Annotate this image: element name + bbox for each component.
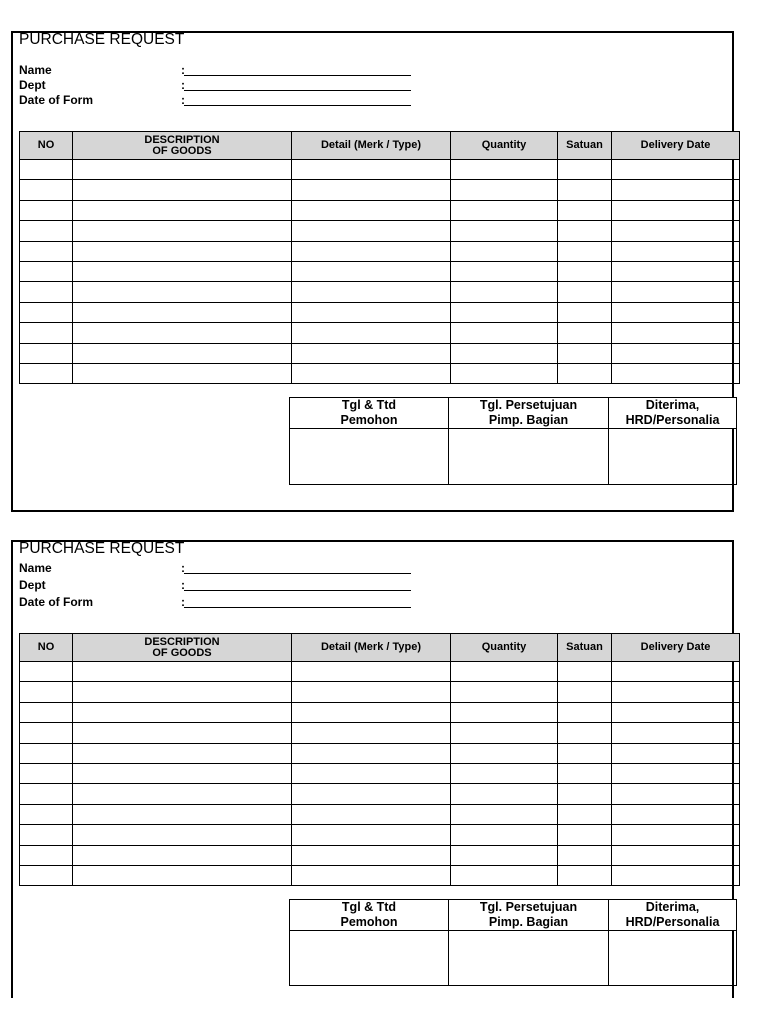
detail-cell xyxy=(292,302,451,322)
no-cell xyxy=(20,241,73,261)
col-header-quantity: Quantity xyxy=(451,132,558,160)
satuan-cell xyxy=(558,825,612,845)
approval-header-hrd: Diterima, HRD/Personalia xyxy=(609,900,737,931)
detail-cell xyxy=(292,180,451,200)
description-cell xyxy=(73,261,292,281)
delivery-date-cell xyxy=(612,763,740,783)
delivery-date-cell xyxy=(612,682,740,702)
detail-cell xyxy=(292,702,451,722)
field-label: Name xyxy=(19,561,52,575)
no-cell xyxy=(20,200,73,220)
detail-cell xyxy=(292,200,451,220)
no-cell xyxy=(20,763,73,783)
description-cell xyxy=(73,804,292,824)
field-colon: : xyxy=(181,93,185,107)
quantity-cell xyxy=(451,200,558,220)
no-cell xyxy=(20,784,73,804)
signature-box-hrd xyxy=(609,429,737,485)
description-cell xyxy=(73,702,292,722)
satuan-cell xyxy=(558,160,612,180)
delivery-date-cell xyxy=(612,343,740,363)
satuan-cell xyxy=(558,241,612,261)
satuan-cell xyxy=(558,845,612,865)
description-cell xyxy=(73,302,292,322)
satuan-cell xyxy=(558,784,612,804)
table-row xyxy=(20,282,740,302)
goods-table-body xyxy=(20,160,740,384)
delivery-date-cell xyxy=(612,200,740,220)
description-cell xyxy=(73,282,292,302)
satuan-cell xyxy=(558,200,612,220)
quantity-cell xyxy=(451,723,558,743)
approval-table xyxy=(289,397,737,485)
detail-cell xyxy=(292,160,451,180)
detail-cell xyxy=(292,662,451,682)
quantity-cell xyxy=(451,662,558,682)
detail-cell xyxy=(292,282,451,302)
field-colon: : xyxy=(181,595,185,609)
delivery-date-cell xyxy=(612,743,740,763)
signature-box-applicant xyxy=(290,931,449,986)
satuan-cell xyxy=(558,682,612,702)
quantity-cell xyxy=(451,825,558,845)
quantity-cell xyxy=(451,160,558,180)
detail-cell xyxy=(292,865,451,885)
satuan-cell xyxy=(558,763,612,783)
table-row xyxy=(20,723,740,743)
quantity-cell xyxy=(451,241,558,261)
satuan-cell xyxy=(558,702,612,722)
no-cell xyxy=(20,662,73,682)
field-label: Date of Form xyxy=(19,595,94,609)
approval-header-row xyxy=(290,398,737,429)
name-field xyxy=(19,63,419,77)
quantity-cell xyxy=(451,180,558,200)
delivery-date-cell xyxy=(612,261,740,281)
field-label: Dept xyxy=(19,78,46,92)
table-row xyxy=(20,343,740,363)
table-row xyxy=(20,160,740,180)
field-colon: : xyxy=(181,578,185,592)
approval-table xyxy=(289,899,737,986)
quantity-cell xyxy=(451,363,558,383)
description-cell xyxy=(73,845,292,865)
quantity-cell xyxy=(451,302,558,322)
satuan-cell xyxy=(558,323,612,343)
quantity-cell xyxy=(451,784,558,804)
description-cell xyxy=(73,323,292,343)
satuan-cell xyxy=(558,180,612,200)
purchase-request-form xyxy=(11,31,734,512)
detail-cell xyxy=(292,261,451,281)
delivery-date-cell xyxy=(612,180,740,200)
field-blank-line xyxy=(184,578,411,591)
no-cell xyxy=(20,702,73,722)
approval-header-row xyxy=(290,900,737,931)
delivery-date-cell xyxy=(612,865,740,885)
description-cell xyxy=(73,221,292,241)
signature-box-section-head xyxy=(449,931,609,986)
table-row xyxy=(20,763,740,783)
purchase-request-form xyxy=(11,540,734,998)
col-header-no: NO xyxy=(20,132,73,160)
quantity-cell xyxy=(451,682,558,702)
no-cell xyxy=(20,343,73,363)
satuan-cell xyxy=(558,302,612,322)
field-colon: : xyxy=(181,78,185,92)
description-cell xyxy=(73,662,292,682)
form-title: PURCHASE REQUEST xyxy=(19,31,185,48)
field-colon: : xyxy=(181,561,185,575)
satuan-cell xyxy=(558,282,612,302)
quantity-cell xyxy=(451,343,558,363)
table-row xyxy=(20,845,740,865)
delivery-date-cell xyxy=(612,160,740,180)
no-cell xyxy=(20,804,73,824)
detail-cell xyxy=(292,825,451,845)
dept-field xyxy=(19,78,419,92)
field-blank-line xyxy=(184,595,411,608)
col-header-detail: Detail (Merk / Type) xyxy=(292,132,451,160)
signature-box-applicant xyxy=(290,429,449,485)
table-row xyxy=(20,804,740,824)
delivery-date-cell xyxy=(612,221,740,241)
quantity-cell xyxy=(451,865,558,885)
satuan-cell xyxy=(558,743,612,763)
table-row xyxy=(20,702,740,722)
signature-box-section-head xyxy=(449,429,609,485)
form-title: PURCHASE REQUEST xyxy=(19,540,185,557)
field-label: Name xyxy=(19,63,52,77)
field-blank-line xyxy=(184,93,411,106)
goods-table xyxy=(19,131,740,384)
delivery-date-cell xyxy=(612,302,740,322)
no-cell xyxy=(20,682,73,702)
satuan-cell xyxy=(558,723,612,743)
delivery-date-cell xyxy=(612,323,740,343)
approval-header-hrd: Diterima, HRD/Personalia xyxy=(609,398,737,429)
col-header-delivery-date: Delivery Date xyxy=(612,634,740,662)
table-row xyxy=(20,323,740,343)
description-cell xyxy=(73,180,292,200)
delivery-date-cell xyxy=(612,784,740,804)
detail-cell xyxy=(292,763,451,783)
description-cell xyxy=(73,723,292,743)
approval-header-applicant: Tgl & Ttd Pemohon xyxy=(290,398,449,429)
detail-cell xyxy=(292,343,451,363)
goods-table-body xyxy=(20,662,740,886)
description-cell xyxy=(73,160,292,180)
detail-cell xyxy=(292,323,451,343)
table-row xyxy=(20,180,740,200)
quantity-cell xyxy=(451,763,558,783)
no-cell xyxy=(20,180,73,200)
approval-header-section-head: Tgl. Persetujuan Pimp. Bagian xyxy=(449,900,609,931)
satuan-cell xyxy=(558,261,612,281)
no-cell xyxy=(20,743,73,763)
col-header-no: NO xyxy=(20,634,73,662)
table-row xyxy=(20,200,740,220)
description-cell xyxy=(73,825,292,845)
col-header-delivery-date: Delivery Date xyxy=(612,132,740,160)
no-cell xyxy=(20,825,73,845)
table-row xyxy=(20,261,740,281)
description-cell xyxy=(73,784,292,804)
detail-cell xyxy=(292,363,451,383)
table-row xyxy=(20,302,740,322)
satuan-cell xyxy=(558,221,612,241)
col-header-description: DESCRIPTION OF GOODS xyxy=(73,132,292,160)
delivery-date-cell xyxy=(612,723,740,743)
signature-box-hrd xyxy=(609,931,737,986)
no-cell xyxy=(20,845,73,865)
no-cell xyxy=(20,363,73,383)
no-cell xyxy=(20,323,73,343)
quantity-cell xyxy=(451,845,558,865)
col-header-description: DESCRIPTION OF GOODS xyxy=(73,634,292,662)
detail-cell xyxy=(292,221,451,241)
table-row xyxy=(20,825,740,845)
detail-cell xyxy=(292,804,451,824)
quantity-cell xyxy=(451,804,558,824)
description-cell xyxy=(73,200,292,220)
no-cell xyxy=(20,261,73,281)
delivery-date-cell xyxy=(612,804,740,824)
detail-cell xyxy=(292,743,451,763)
description-cell xyxy=(73,743,292,763)
table-row xyxy=(20,743,740,763)
field-blank-line xyxy=(184,561,411,574)
description-cell xyxy=(73,865,292,885)
signature-row xyxy=(290,931,737,986)
approval-header-applicant: Tgl & Ttd Pemohon xyxy=(290,900,449,931)
col-header-detail: Detail (Merk / Type) xyxy=(292,634,451,662)
quantity-cell xyxy=(451,323,558,343)
no-cell xyxy=(20,723,73,743)
date-of-form-field xyxy=(19,595,419,609)
table-row xyxy=(20,221,740,241)
satuan-cell xyxy=(558,363,612,383)
delivery-date-cell xyxy=(612,825,740,845)
quantity-cell xyxy=(451,221,558,241)
table-header-row xyxy=(20,132,740,160)
no-cell xyxy=(20,221,73,241)
no-cell xyxy=(20,865,73,885)
description-cell xyxy=(73,343,292,363)
table-row xyxy=(20,784,740,804)
satuan-cell xyxy=(558,343,612,363)
detail-cell xyxy=(292,845,451,865)
table-header-row xyxy=(20,634,740,662)
detail-cell xyxy=(292,723,451,743)
col-header-satuan: Satuan xyxy=(558,132,612,160)
delivery-date-cell xyxy=(612,702,740,722)
col-header-quantity: Quantity xyxy=(451,634,558,662)
dept-field xyxy=(19,578,419,592)
description-cell xyxy=(73,682,292,702)
description-cell xyxy=(73,763,292,783)
table-row xyxy=(20,662,740,682)
delivery-date-cell xyxy=(612,662,740,682)
signature-row xyxy=(290,429,737,485)
satuan-cell xyxy=(558,804,612,824)
table-row xyxy=(20,682,740,702)
field-blank-line xyxy=(184,78,411,91)
satuan-cell xyxy=(558,662,612,682)
date-of-form-field xyxy=(19,93,419,107)
description-cell xyxy=(73,241,292,261)
no-cell xyxy=(20,160,73,180)
approval-header-section-head: Tgl. Persetujuan Pimp. Bagian xyxy=(449,398,609,429)
goods-table xyxy=(19,633,740,886)
delivery-date-cell xyxy=(612,241,740,261)
satuan-cell xyxy=(558,865,612,885)
description-cell xyxy=(73,363,292,383)
field-label: Dept xyxy=(19,578,46,592)
col-header-satuan: Satuan xyxy=(558,634,612,662)
detail-cell xyxy=(292,784,451,804)
field-blank-line xyxy=(184,63,411,76)
no-cell xyxy=(20,302,73,322)
detail-cell xyxy=(292,682,451,702)
delivery-date-cell xyxy=(612,845,740,865)
detail-cell xyxy=(292,241,451,261)
delivery-date-cell xyxy=(612,363,740,383)
table-row xyxy=(20,363,740,383)
quantity-cell xyxy=(451,743,558,763)
table-row xyxy=(20,241,740,261)
field-label: Date of Form xyxy=(19,93,94,107)
no-cell xyxy=(20,282,73,302)
quantity-cell xyxy=(451,261,558,281)
delivery-date-cell xyxy=(612,282,740,302)
quantity-cell xyxy=(451,282,558,302)
field-colon: : xyxy=(181,63,185,77)
quantity-cell xyxy=(451,702,558,722)
name-field xyxy=(19,561,419,575)
table-row xyxy=(20,865,740,885)
